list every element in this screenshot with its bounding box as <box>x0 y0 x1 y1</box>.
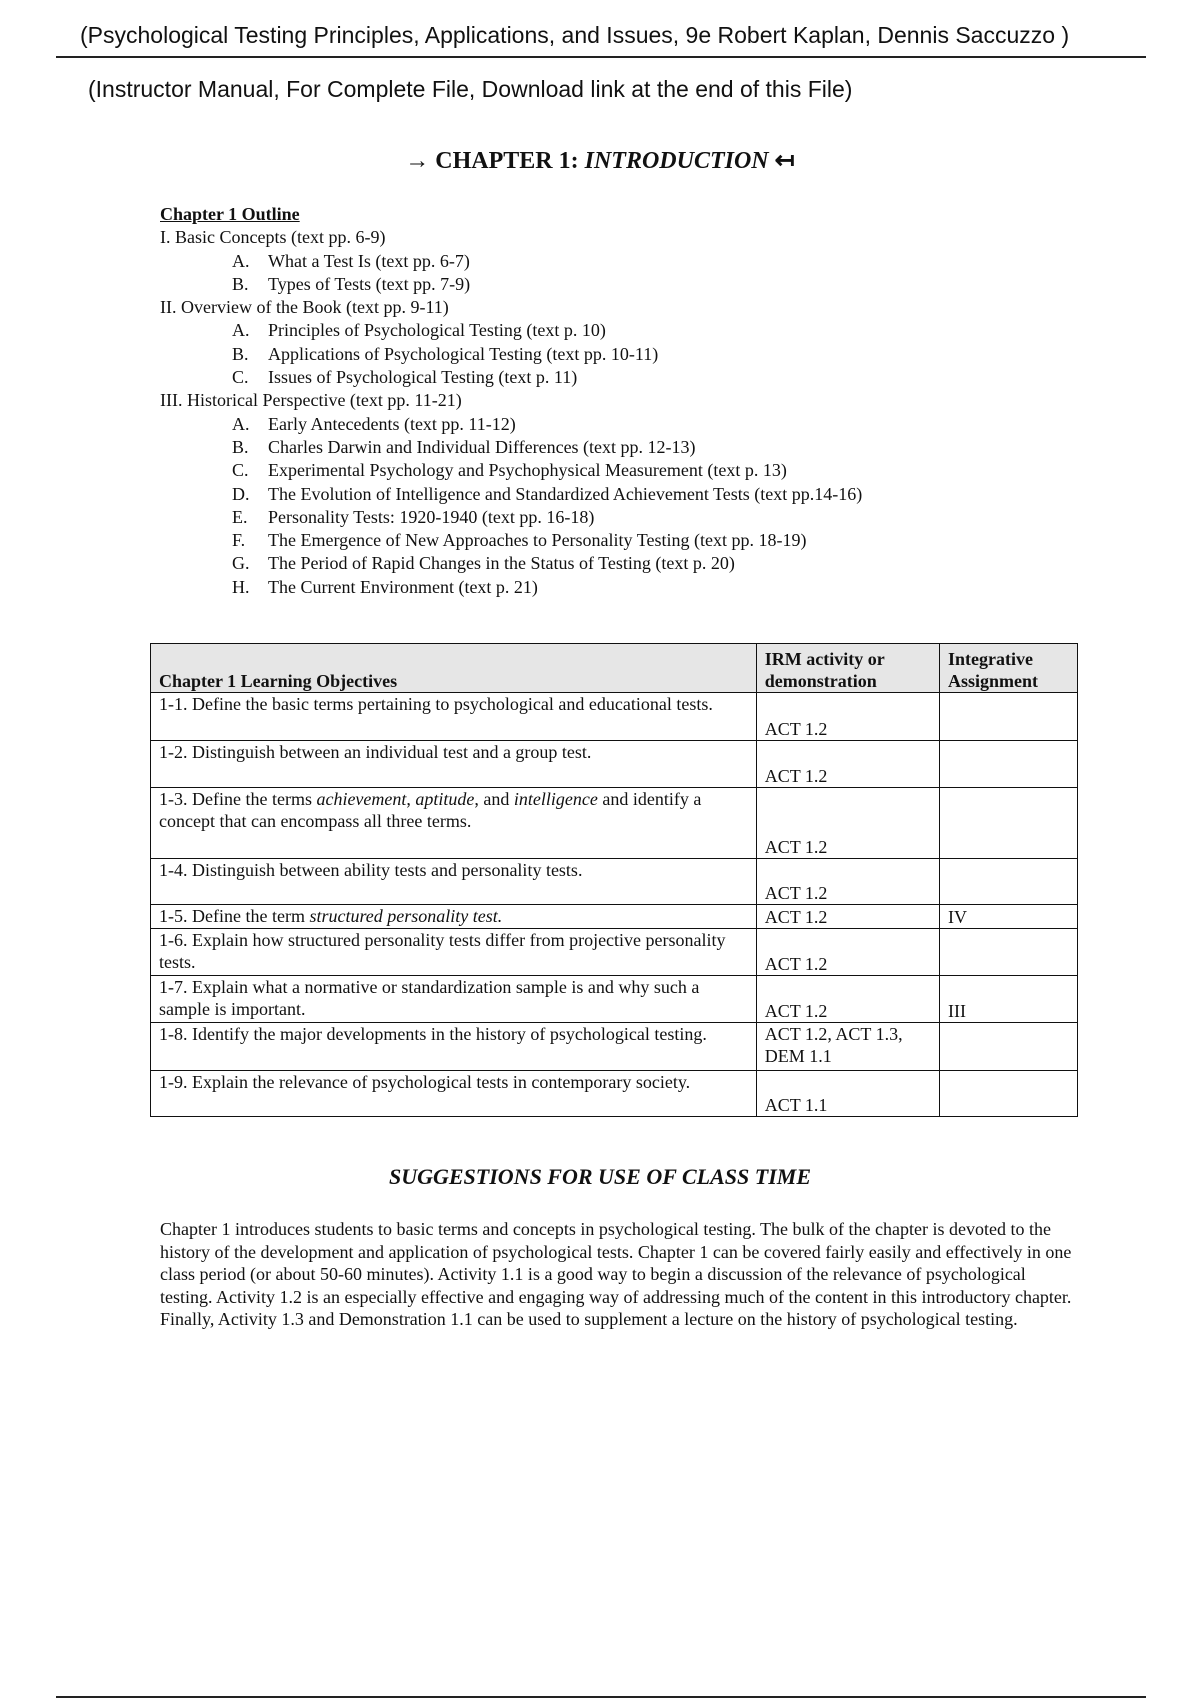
chapter-title <box>0 146 1200 175</box>
irm-cell: ACT 1.2 <box>756 693 939 741</box>
section-number: I. <box>160 227 171 248</box>
outline-heading: Chapter 1 Outline <box>160 204 300 224</box>
objective-text: and identify a concept that can encompass all three terms. <box>159 789 702 831</box>
integrative-cell: IV <box>939 905 1077 929</box>
item-text: Personality Tests: 1920-1940 (text pp. 16-18) <box>268 506 595 527</box>
outline-item <box>160 506 1060 529</box>
table-row <box>151 905 1078 929</box>
objective-cell: 1-6. Explain how structured personality tests differ from projective personality tests. <box>151 929 757 976</box>
integrative-cell <box>939 741 1077 788</box>
outline-item <box>160 366 1060 389</box>
item-letter: D. <box>232 483 250 504</box>
item-text: The Current Environment (text p. 21) <box>268 576 538 597</box>
chapter-name: INTRODUCTION <box>584 148 769 174</box>
table-row <box>151 976 1078 1023</box>
objective-cell: 1-9. Explain the relevance of psychological tests in contemporary society. <box>151 1071 757 1117</box>
integrative-cell <box>939 929 1077 976</box>
objective-term-aptitude: aptitude <box>415 789 475 809</box>
left-arrow-icon: ↤ <box>774 148 795 174</box>
irm-cell: ACT 1.2 <box>756 976 939 1023</box>
outline-section <box>160 296 1060 319</box>
outline-item <box>160 319 1060 342</box>
item-letter: C. <box>232 367 249 388</box>
objective-cell <box>151 788 757 859</box>
item-letter: E. <box>232 506 248 527</box>
objective-cell: 1-1. Define the basic terms pertaining to psychological and educational tests. <box>151 693 757 741</box>
column-header-objectives: Chapter 1 Learning Objectives <box>151 644 757 693</box>
integrative-cell <box>939 1023 1077 1071</box>
integrative-cell <box>939 859 1077 905</box>
irm-cell: ACT 1.2 <box>756 741 939 788</box>
outline-item <box>160 273 1060 296</box>
outline-item <box>160 529 1060 552</box>
table-row <box>151 788 1078 859</box>
item-text: The Period of Rapid Changes in the Status of Testing (text p. 20) <box>268 553 735 574</box>
table-header-row <box>151 644 1078 693</box>
item-text: Applications of Psychological Testing (text pp. 10-11) <box>268 343 659 364</box>
learning-objectives-table <box>150 643 1078 1117</box>
outline-item <box>160 576 1060 599</box>
column-header-integrative-line2: Assignment <box>947 671 1038 691</box>
item-letter: A. <box>232 413 250 434</box>
item-text: Early Antecedents (text pp. 11-12) <box>268 413 516 434</box>
table-row <box>151 693 1078 741</box>
objective-term-achievement: achievement <box>316 789 407 809</box>
suggestions-paragraph: Chapter 1 introduces students to basic terms and concepts in psychological testing. The bulk of the chapter is devoted to the history of the development and application of psychological tests. Chapter 1 can be covered fairly easily and effectively in one class period (or about 50-60 minutes). Activity 1.1 is a good way to begin a discussion of the relevance of psychological testing. Activity 1.2 is an especially effective and engaging way of addressing much of the content in this introductory chapter. Finally, Activity 1.3 and Demonstration 1.1 can be used to supplement a lecture on the history of psychological testing. <box>160 1219 1072 1330</box>
item-letter: B. <box>232 273 249 294</box>
table-row <box>151 929 1078 976</box>
section-number: II. <box>160 297 177 318</box>
table-row <box>151 1071 1078 1117</box>
column-header-integrative <box>939 644 1077 693</box>
right-arrow-icon: → <box>405 148 430 174</box>
irm-cell: ACT 1.1 <box>756 1071 939 1117</box>
header-rule <box>56 56 1146 58</box>
outline-item <box>160 413 1060 436</box>
objective-term-structured: structured personality test. <box>309 906 503 926</box>
objective-cell <box>151 905 757 929</box>
objective-text: 1-3. Define the terms <box>159 789 317 809</box>
item-text: The Emergence of New Approaches to Personality Testing (text pp. 18-19) <box>268 530 807 551</box>
objective-text: , and <box>474 789 514 809</box>
chapter-outline <box>160 203 1060 599</box>
document-header-title: (Psychological Testing Principles, Applications, and Issues, 9e Robert Kaplan, Dennis Saccuzzo ) <box>80 22 1070 48</box>
irm-cell: ACT 1.2 <box>756 788 939 859</box>
item-letter: A. <box>232 250 250 271</box>
item-text: Principles of Psychological Testing (text p. 10) <box>268 320 606 341</box>
item-letter: A. <box>232 320 250 341</box>
item-letter: F. <box>232 530 246 551</box>
column-header-irm-line2: demonstration <box>764 671 877 691</box>
objective-cell: 1-2. Distinguish between an individual test and a group test. <box>151 741 757 788</box>
outline-item <box>160 343 1060 366</box>
item-letter: G. <box>232 553 250 574</box>
column-header-irm-line1: IRM activity or <box>764 649 885 669</box>
outline-item <box>160 459 1060 482</box>
item-text: Charles Darwin and Individual Differences (text pp. 12-13) <box>268 436 696 457</box>
outline-item <box>160 436 1060 459</box>
section-text: Basic Concepts (text pp. 6-9) <box>175 227 386 248</box>
table-row <box>151 1023 1078 1071</box>
item-text: Issues of Psychological Testing (text p. 11) <box>268 367 578 388</box>
objective-term-intelligence: intelligence <box>513 789 598 809</box>
outline-item <box>160 250 1060 273</box>
item-text: The Evolution of Intelligence and Standardized Achievement Tests (text pp.14-16) <box>268 483 863 504</box>
item-text: Experimental Psychology and Psychophysical Measurement (text p. 13) <box>268 460 787 481</box>
irm-cell: ACT 1.2, ACT 1.3, DEM 1.1 <box>756 1023 939 1071</box>
section-text: Overview of the Book (text pp. 9-11) <box>181 297 449 318</box>
section-number: III. <box>160 390 183 411</box>
integrative-cell <box>939 1071 1077 1117</box>
item-text: What a Test Is (text pp. 6-7) <box>268 250 470 271</box>
irm-cell: ACT 1.2 <box>756 929 939 976</box>
chapter-label: CHAPTER 1: <box>435 148 585 174</box>
item-letter: H. <box>232 576 250 597</box>
irm-cell: ACT 1.2 <box>756 859 939 905</box>
item-letter: B. <box>232 436 249 457</box>
item-letter: C. <box>232 460 249 481</box>
integrative-cell <box>939 693 1077 741</box>
outline-section <box>160 389 1060 412</box>
objective-cell: 1-8. Identify the major developments in the history of psychological testing. <box>151 1023 757 1071</box>
objective-cell: 1-4. Distinguish between ability tests and personality tests. <box>151 859 757 905</box>
integrative-cell <box>939 788 1077 859</box>
irm-cell: ACT 1.2 <box>756 905 939 929</box>
outline-item <box>160 483 1060 506</box>
column-header-irm <box>756 644 939 693</box>
objective-cell: 1-7. Explain what a normative or standardization sample is and why such a sample is important. <box>151 976 757 1023</box>
table-row <box>151 741 1078 788</box>
section-text: Historical Perspective (text pp. 11-21) <box>186 390 462 411</box>
table-row <box>151 859 1078 905</box>
item-text: Types of Tests (text pp. 7-9) <box>268 273 471 294</box>
document-header-subtitle: (Instructor Manual, For Complete File, Download link at the end of this File) <box>88 76 853 102</box>
objective-text: 1-5. Define the term <box>159 906 310 926</box>
outline-section <box>160 226 1060 249</box>
column-header-integrative-line1: Integrative <box>947 649 1033 669</box>
outline-item <box>160 552 1060 575</box>
item-letter: B. <box>232 343 249 364</box>
footer-rule <box>56 1696 1146 1698</box>
objective-text: , <box>406 789 416 809</box>
suggestions-heading: SUGGESTIONS FOR USE OF CLASS TIME <box>388 1164 811 1189</box>
integrative-cell: III <box>939 976 1077 1023</box>
